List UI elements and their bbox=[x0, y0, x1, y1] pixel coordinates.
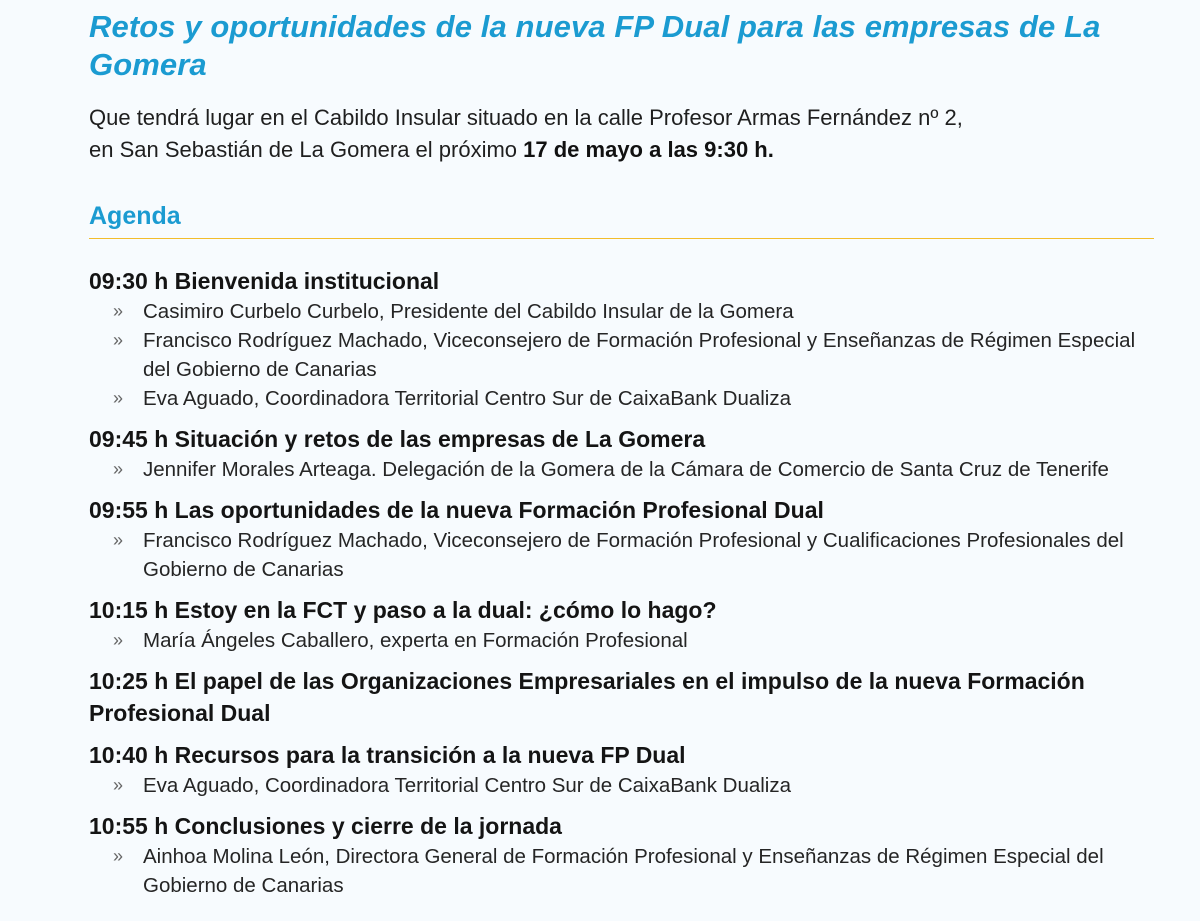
agenda-item bbox=[89, 494, 1154, 584]
speaker-text: Ainhoa Molina León, Directora General de Formación Profesional y Enseñanzas de Régimen Especial del Gobierno de Canarias bbox=[143, 845, 1104, 897]
agenda-item bbox=[89, 265, 1154, 413]
agenda-item-title: 10:40 h Recursos para la transición a la nueva FP Dual bbox=[89, 742, 686, 768]
bullet-icon: » bbox=[113, 330, 124, 350]
agenda-item bbox=[89, 739, 1154, 800]
bullet-icon: » bbox=[113, 630, 124, 650]
intro-paragraph bbox=[89, 102, 1154, 166]
intro-line-1: Que tendrá lugar en el Cabildo Insular situado en la calle Profesor Armas Fernández nº 2, bbox=[89, 105, 963, 130]
bullet-icon: » bbox=[113, 846, 124, 866]
agenda-list bbox=[89, 265, 1154, 900]
agenda-item-title: 09:45 h Situación y retos de las empresas de La Gomera bbox=[89, 426, 706, 452]
speaker-list-item bbox=[89, 455, 1154, 484]
event-date-time: 17 de mayo a las 9:30 h. bbox=[523, 137, 774, 162]
agenda-divider bbox=[89, 238, 1154, 239]
bullet-icon: » bbox=[113, 301, 124, 321]
speaker-list-item bbox=[89, 526, 1154, 584]
intro-line-2-text: en San Sebastián de La Gomera el próximo bbox=[89, 137, 524, 162]
speaker-text: Eva Aguado, Coordinadora Territorial Centro Sur de CaixaBank Dualiza bbox=[143, 774, 792, 797]
speaker-text: Francisco Rodríguez Machado, Viceconsejero de Formación Profesional y Enseñanzas de Régimen Especial del Gobierno de Canarias bbox=[143, 329, 1136, 381]
agenda-item bbox=[89, 665, 1154, 729]
speaker-list bbox=[89, 771, 1154, 800]
agenda-item-title: 10:25 h El papel de las Organizaciones Empresariales en el impulso de la nueva Formación Profesional Dual bbox=[89, 668, 1085, 726]
bullet-icon: » bbox=[113, 775, 124, 795]
speaker-text: Jennifer Morales Arteaga. Delegación de la Gomera de la Cámara de Comercio de Santa Cruz de Tenerife bbox=[143, 458, 1109, 481]
speaker-text: Francisco Rodríguez Machado, Viceconsejero de Formación Profesional y Cualificaciones Profesionales del Gobierno de Canarias bbox=[143, 529, 1124, 581]
speaker-text: Casimiro Curbelo Curbelo, Presidente del Cabildo Insular de la Gomera bbox=[143, 300, 794, 323]
speaker-list-item bbox=[89, 384, 1154, 413]
agenda-item-title: 09:55 h Las oportunidades de la nueva Formación Profesional Dual bbox=[89, 497, 824, 523]
bullet-icon: » bbox=[113, 530, 124, 550]
agenda-item-title: 09:30 h Bienvenida institucional bbox=[89, 268, 440, 294]
speaker-list-item bbox=[89, 297, 1154, 326]
agenda-item bbox=[89, 810, 1154, 900]
speaker-list-item bbox=[89, 842, 1154, 900]
speaker-list-item bbox=[89, 626, 1154, 655]
speaker-list bbox=[89, 297, 1154, 413]
speaker-text: Eva Aguado, Coordinadora Territorial Centro Sur de CaixaBank Dualiza bbox=[143, 387, 792, 410]
agenda-item-title: 10:55 h Conclusiones y cierre de la jornada bbox=[89, 813, 562, 839]
speaker-list bbox=[89, 455, 1154, 484]
bullet-icon: » bbox=[113, 459, 124, 479]
bullet-icon: » bbox=[113, 388, 124, 408]
speaker-list-item bbox=[89, 771, 1154, 800]
agenda-heading: Agenda bbox=[89, 202, 181, 230]
speaker-list bbox=[89, 626, 1154, 655]
agenda-item bbox=[89, 423, 1154, 484]
agenda-item bbox=[89, 594, 1154, 655]
speaker-text: María Ángeles Caballero, experta en Formación Profesional bbox=[143, 629, 688, 652]
speaker-list bbox=[89, 526, 1154, 584]
speaker-list-item bbox=[89, 326, 1154, 384]
speaker-list bbox=[89, 842, 1154, 900]
agenda-item-title: 10:15 h Estoy en la FCT y paso a la dual: ¿cómo lo hago? bbox=[89, 597, 717, 623]
page-title: Retos y oportunidades de la nueva FP Dual para las empresas de La Gomera bbox=[89, 9, 1101, 82]
